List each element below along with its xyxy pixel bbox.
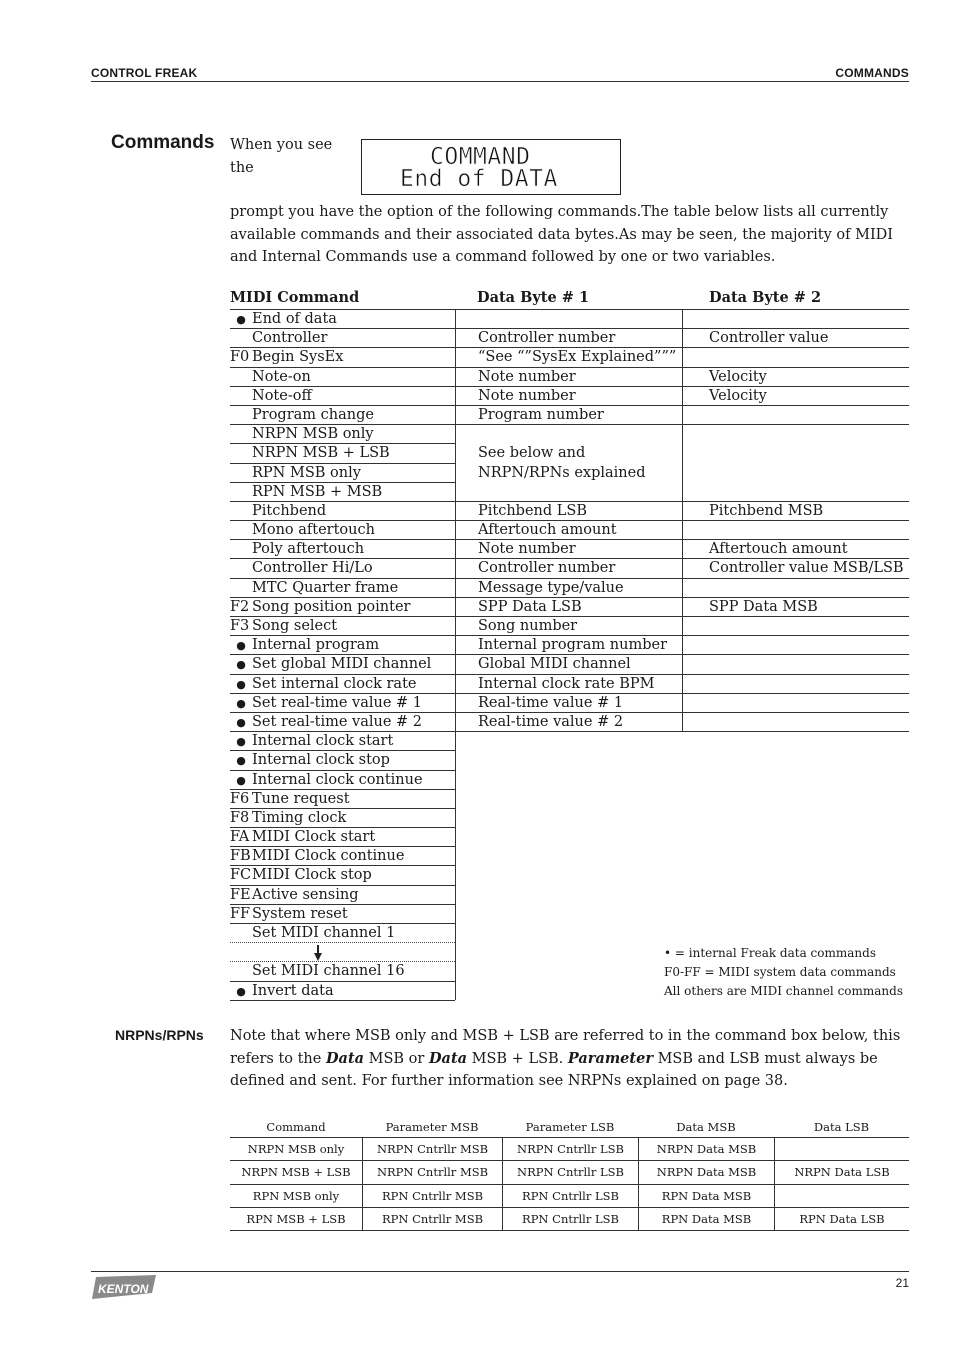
data-byte-2-cell: Controller value MSB/LSB xyxy=(682,559,909,578)
table-row xyxy=(230,540,909,559)
command-cell xyxy=(230,982,455,1001)
command-name: MIDI Clock stop xyxy=(252,867,372,884)
command-name: Program change xyxy=(252,406,374,423)
nrpn-cell: RPN Cntrllr LSB xyxy=(502,1208,638,1230)
data-byte-1-cell: Note number xyxy=(455,387,682,406)
table-row xyxy=(230,866,909,885)
table-row xyxy=(230,579,909,598)
command-name: Song position pointer xyxy=(252,598,411,615)
data-byte-2-cell: Velocity xyxy=(682,368,909,387)
nrpn-table-body xyxy=(230,1138,909,1231)
paragraph-text: MSB + LSB. xyxy=(467,1050,568,1067)
command-cell xyxy=(230,559,455,578)
nrpn-cell: RPN Data LSB xyxy=(774,1208,909,1230)
table-row xyxy=(230,790,909,809)
kenton-logo-text: KENTON xyxy=(98,1282,149,1296)
nrpn-cell: NRPN Cntrllr MSB xyxy=(362,1161,502,1183)
status-code: FB xyxy=(230,848,251,865)
nrpn-cell: NRPN Cntrllr LSB xyxy=(502,1138,638,1160)
status-code: F8 xyxy=(230,809,250,826)
command-cell xyxy=(230,521,455,540)
table-row xyxy=(230,406,909,425)
nrpn-table-header xyxy=(230,1117,909,1138)
nrpn-header-cell: Command xyxy=(266,1120,326,1134)
nrpn-header-cell: Data LSB xyxy=(813,1120,870,1134)
command-name: MIDI Clock continue xyxy=(252,848,405,865)
bullet-marker: ● xyxy=(236,658,246,672)
table-row xyxy=(230,751,909,770)
nrpn-cell: NRPN Data MSB xyxy=(638,1161,774,1183)
status-code: FC xyxy=(230,867,252,884)
data-byte-1-cell: Real-time value # 1 xyxy=(455,694,682,713)
data-byte-1-cell: Note number xyxy=(455,368,682,387)
table-row xyxy=(230,636,909,655)
command-cell xyxy=(230,790,455,809)
table-row xyxy=(230,905,909,924)
nrpn-cell: RPN Cntrllr MSB xyxy=(362,1208,502,1230)
data-byte-2-cell xyxy=(682,406,909,425)
nrpn-header-cell: Data MSB xyxy=(676,1120,736,1134)
command-name: Song select xyxy=(252,618,338,634)
command-name: RPN MSB only xyxy=(252,464,361,481)
status-code: FE xyxy=(230,886,251,903)
bullet-marker: ● xyxy=(236,773,246,787)
nrpn-cell: NRPN MSB only xyxy=(247,1142,345,1156)
page-number: 21 xyxy=(895,1276,909,1290)
nrpn-cell: NRPN Cntrllr MSB xyxy=(362,1138,502,1160)
arrow-down-icon xyxy=(314,945,322,961)
command-cell xyxy=(230,771,455,790)
command-name: MIDI Clock start xyxy=(252,829,376,846)
bullet-marker: ● xyxy=(236,984,246,998)
data-byte-1-cell: Controller number xyxy=(455,329,682,348)
command-name: Poly aftertouch xyxy=(252,541,365,558)
running-header-left: CONTROL FREAK xyxy=(91,66,198,80)
command-cell xyxy=(230,579,455,598)
command-cell xyxy=(230,962,455,981)
commands-table-header xyxy=(230,289,909,310)
command-name: Internal clock stop xyxy=(252,752,390,769)
data-byte-2-cell: Aftertouch amount xyxy=(682,540,909,559)
command-name: Set real-time value # 1 xyxy=(252,694,423,711)
data-byte-1-cell: Program number xyxy=(455,406,682,425)
nrpn-table-row xyxy=(230,1208,909,1231)
command-name: Set global MIDI channel xyxy=(252,656,432,673)
commands-paragraph: prompt you have the option of the following commands.The table below lists all currently available commands and their associated data bytes.As may be seen, the majority of MIDI and Internal Commands use a command followed by one or two variables. xyxy=(230,204,894,265)
command-name: RPN MSB + MSB xyxy=(252,483,383,500)
status-code: FF xyxy=(230,905,251,922)
command-name: Begin SysEx xyxy=(252,349,344,366)
table-row xyxy=(230,348,909,367)
command-cell xyxy=(230,713,455,732)
table-row xyxy=(230,598,909,617)
header-midi-command: MIDI Command xyxy=(230,289,360,306)
data-byte-1-cell: Internal program number xyxy=(455,636,682,655)
bullet-marker: ● xyxy=(236,696,246,710)
data-byte-1-cell: Message type/value xyxy=(455,579,682,598)
command-name: Timing clock xyxy=(252,809,347,826)
legend-line-2: F0-FF = MIDI system data commands xyxy=(664,965,896,979)
nrpn-span-text: NRPN/RPNs explained xyxy=(478,464,646,481)
column-divider xyxy=(455,731,456,1000)
command-name: NRPN MSB + LSB xyxy=(252,445,390,462)
command-cell xyxy=(230,694,455,713)
command-cell xyxy=(230,732,455,751)
nrpn-cell xyxy=(774,1185,909,1207)
lcd-line-1: COMMAND xyxy=(430,144,531,170)
status-code: F2 xyxy=(230,598,250,615)
nrpn-cell: NRPN Cntrllr LSB xyxy=(502,1161,638,1183)
command-name: Set internal clock rate xyxy=(252,675,417,692)
command-name: Controller Hi/Lo xyxy=(252,560,373,577)
command-name: Pitchbend xyxy=(252,502,327,519)
command-cell xyxy=(230,540,455,559)
command-name: Active sensing xyxy=(252,886,359,903)
data-byte-2-cell xyxy=(682,310,909,329)
nrpn-table xyxy=(230,1117,909,1231)
data-byte-1-cell: Pitchbend LSB xyxy=(455,502,682,521)
command-cell xyxy=(230,847,455,866)
command-name: MTC Quarter frame xyxy=(252,579,399,596)
data-byte-1-cell: Controller number xyxy=(455,559,682,578)
bullet-marker: ● xyxy=(236,677,246,691)
status-code: F3 xyxy=(230,618,250,634)
bullet-marker: ● xyxy=(236,313,246,326)
table-row xyxy=(230,559,909,578)
table-row xyxy=(230,310,909,329)
command-name: Set MIDI channel 16 xyxy=(252,963,405,980)
nrpn-cell xyxy=(774,1138,909,1160)
command-cell xyxy=(230,598,455,617)
nrpn-cell: RPN Data MSB xyxy=(638,1208,774,1230)
command-cell xyxy=(230,675,455,694)
nrpn-header-cell: Parameter LSB xyxy=(525,1120,615,1134)
command-name: Note-off xyxy=(252,387,312,404)
header-data-byte-1: Data Byte # 1 xyxy=(477,289,590,306)
header-rule xyxy=(91,81,909,82)
data-byte-1-cell: “See “”SysEx Explained””” xyxy=(455,348,682,367)
footer-rule xyxy=(91,1271,909,1272)
command-cell xyxy=(230,809,455,828)
emphasis-text: Data xyxy=(428,1049,468,1067)
table-row xyxy=(230,521,909,540)
data-byte-2-cell: Pitchbend MSB xyxy=(682,502,909,521)
data-byte-2-cell xyxy=(682,655,909,674)
command-name: NRPN MSB only xyxy=(252,426,374,443)
emphasis-text: Data xyxy=(325,1049,365,1067)
table-row xyxy=(230,387,909,406)
table-row xyxy=(230,675,909,694)
command-cell xyxy=(230,348,455,367)
command-name: Internal program xyxy=(252,637,380,654)
table-row xyxy=(230,655,909,674)
data-byte-2-cell xyxy=(682,617,909,636)
command-cell xyxy=(230,387,455,406)
legend-line-3: All others are MIDI channel commands xyxy=(664,984,903,998)
table-row xyxy=(230,483,909,502)
nrpn-span-text: See below and xyxy=(478,445,586,462)
data-byte-1-cell: Aftertouch amount xyxy=(455,521,682,540)
data-byte-2-cell xyxy=(682,713,909,732)
command-cell xyxy=(230,464,455,483)
command-cell xyxy=(230,828,455,847)
command-cell xyxy=(230,866,455,885)
command-cell xyxy=(230,310,455,329)
data-byte-1-cell: SPP Data LSB xyxy=(455,598,682,617)
table-row xyxy=(230,924,909,943)
command-name: Tune request xyxy=(252,790,350,807)
data-byte-1-cell xyxy=(455,310,682,329)
table-row xyxy=(230,368,909,387)
data-byte-2-cell: Controller value xyxy=(682,329,909,348)
table-row xyxy=(230,809,909,828)
emphasis-text: Parameter xyxy=(567,1049,653,1067)
command-name: Internal clock start xyxy=(252,733,394,750)
table-row xyxy=(230,886,909,905)
table-row xyxy=(230,771,909,790)
running-header-right: COMMANDS xyxy=(835,66,909,80)
lcd-prompt xyxy=(361,139,621,195)
data-byte-2-cell xyxy=(682,694,909,713)
command-name: Internal clock continue xyxy=(252,771,423,788)
commands-table xyxy=(230,289,909,1001)
nrpn-cell: NRPN Data MSB xyxy=(638,1138,774,1160)
data-byte-2-cell: SPP Data MSB xyxy=(682,598,909,617)
command-cell xyxy=(230,886,455,905)
bullet-marker: ● xyxy=(236,735,246,749)
intro-text: When you see the xyxy=(230,137,333,176)
status-code: FA xyxy=(230,829,250,846)
nrpn-cell: RPN Data MSB xyxy=(638,1185,774,1207)
table-row xyxy=(230,464,909,483)
command-cell xyxy=(230,905,455,924)
section-title-nrpns: NRPNs/RPNs xyxy=(115,1027,204,1043)
data-byte-2-cell xyxy=(682,636,909,655)
command-name: System reset xyxy=(252,905,348,922)
legend-line-1: • = internal Freak data commands xyxy=(664,946,876,960)
bullet-marker: ● xyxy=(236,754,246,768)
table-row xyxy=(230,828,909,847)
table-row xyxy=(230,694,909,713)
data-byte-2-cell xyxy=(682,579,909,598)
section-title-commands: Commands xyxy=(111,132,215,153)
data-byte-1-cell: Song number xyxy=(455,617,682,636)
data-byte-2-cell xyxy=(682,675,909,694)
nrpn-cell: RPN Cntrllr MSB xyxy=(362,1185,502,1207)
bullet-marker: ● xyxy=(236,715,246,729)
table-row xyxy=(230,502,909,521)
command-name: Note-on xyxy=(252,368,311,385)
nrpn-table-row xyxy=(230,1138,909,1161)
command-name: Set real-time value # 2 xyxy=(252,713,423,730)
data-byte-2-cell xyxy=(682,348,909,367)
data-byte-1-cell: Internal clock rate BPM xyxy=(455,675,682,694)
command-cell xyxy=(230,924,455,943)
nrpn-paragraph xyxy=(230,1025,920,1093)
command-name: Invert data xyxy=(252,982,334,999)
paragraph-text: Note that where MSB only and MSB + LSB are referred to in the command box below, this refers to the xyxy=(230,1028,901,1067)
header-data-byte-2: Data Byte # 2 xyxy=(709,289,822,306)
table-row xyxy=(230,847,909,866)
command-cell xyxy=(230,406,455,425)
command-name: Mono aftertouch xyxy=(252,522,375,539)
table-row xyxy=(230,329,909,348)
command-cell xyxy=(230,617,455,636)
nrpn-cell: NRPN Data LSB xyxy=(774,1161,909,1183)
table-row xyxy=(230,617,909,636)
command-cell xyxy=(230,483,455,502)
bullet-marker: ● xyxy=(236,639,246,653)
status-code: F6 xyxy=(230,790,250,807)
table-row xyxy=(230,444,909,463)
command-cell xyxy=(230,425,455,444)
data-byte-1-cell: Global MIDI channel xyxy=(455,655,682,674)
command-cell xyxy=(230,751,455,770)
data-byte-2-cell: Velocity xyxy=(682,387,909,406)
nrpn-table-row xyxy=(230,1161,909,1184)
nrpn-table-row xyxy=(230,1185,909,1208)
lcd-line-2: End of DATA xyxy=(400,166,558,192)
command-name: Set MIDI channel 1 xyxy=(252,925,396,941)
paragraph-text: MSB and LSB must always be defined and sent. For further information see NRPNs explained on page 38. xyxy=(230,1050,878,1089)
data-byte-1-cell: Note number xyxy=(455,540,682,559)
command-name: End of data xyxy=(252,311,337,327)
status-code: F0 xyxy=(230,349,250,366)
nrpn-header-cell: Parameter MSB xyxy=(385,1120,479,1134)
paragraph-text: MSB or xyxy=(364,1050,429,1067)
data-byte-1-cell: Real-time value # 2 xyxy=(455,713,682,732)
table-row xyxy=(230,713,909,732)
kenton-logo xyxy=(90,1275,156,1301)
commands-table-body xyxy=(230,310,909,1001)
command-cell xyxy=(230,943,455,962)
data-byte-2-cell xyxy=(682,521,909,540)
command-cell xyxy=(230,655,455,674)
table-row xyxy=(230,732,909,751)
command-name: Controller xyxy=(252,330,328,347)
command-cell xyxy=(230,502,455,521)
command-cell xyxy=(230,368,455,387)
command-cell xyxy=(230,444,455,463)
command-cell xyxy=(230,636,455,655)
nrpn-cell: RPN Cntrllr LSB xyxy=(502,1185,638,1207)
command-cell xyxy=(230,329,455,348)
nrpn-cell: RPN MSB + LSB xyxy=(246,1211,346,1226)
nrpn-cell: RPN MSB only xyxy=(252,1188,340,1203)
nrpn-cell: NRPN MSB + LSB xyxy=(241,1165,351,1180)
